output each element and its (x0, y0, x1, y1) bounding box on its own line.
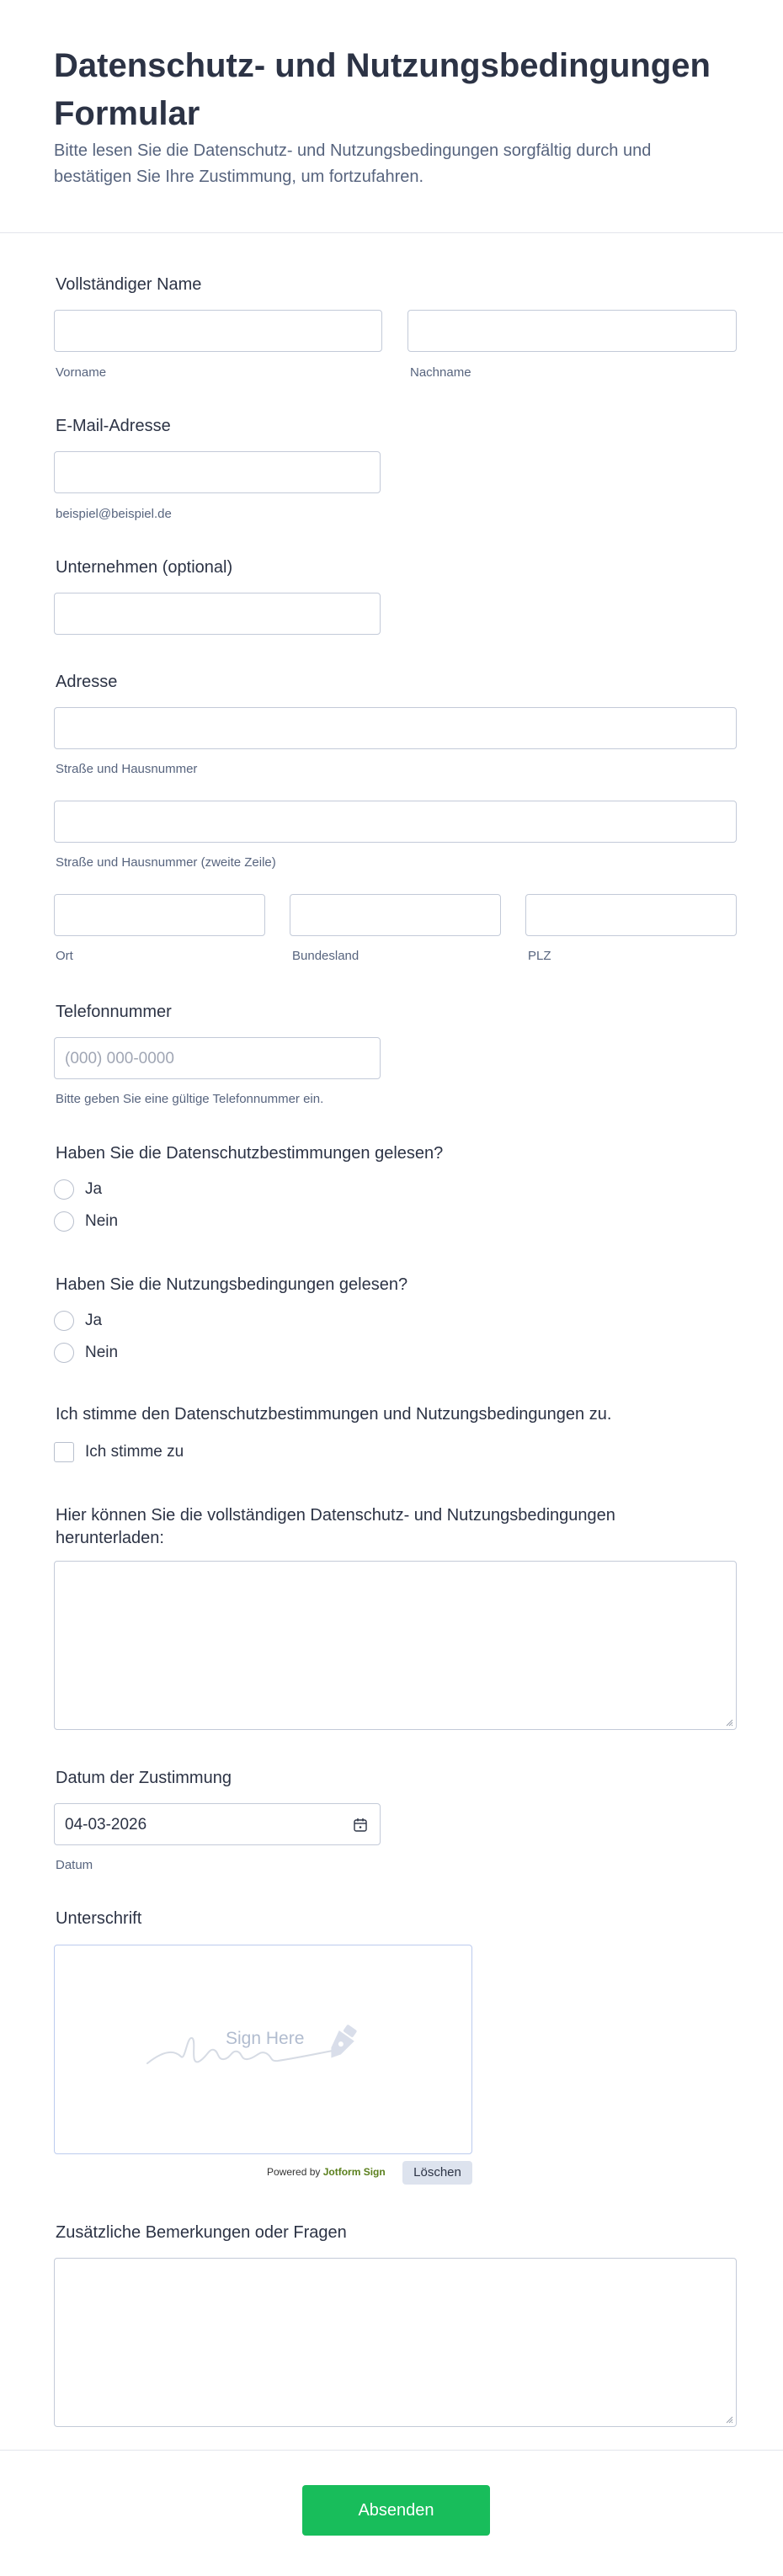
zip-sublabel: PLZ (528, 949, 551, 963)
phone-placeholder: (000) 000-0000 (65, 1050, 174, 1067)
powered-by (267, 2166, 386, 2178)
address-label: Adresse (56, 673, 118, 691)
submit-button[interactable]: Absenden (302, 2485, 490, 2536)
date-input[interactable] (54, 1803, 381, 1845)
email-hint: beispiel@beispiel.de (56, 507, 172, 521)
company-input[interactable] (54, 593, 381, 635)
date-hint: Datum (56, 1858, 93, 1872)
street-line1-sublabel: Straße und Hausnummer (56, 762, 198, 776)
consent-checkbox-label[interactable]: Ich stimme zu (85, 1443, 184, 1461)
form-title: Datenschutz- und Nutzungsbedingungen Formular (54, 47, 711, 132)
terms-question-label: Haben Sie die Nutzungsbedingungen gelesen? (56, 1275, 408, 1294)
terms-no-label[interactable]: Nein (85, 1344, 119, 1361)
street-line2-input[interactable] (54, 801, 737, 843)
signature-label: Unterschrift (56, 1909, 142, 1928)
first-name-input[interactable] (54, 310, 382, 352)
remarks-label: Zusätzliche Bemerkungen oder Fragen (56, 2223, 347, 2242)
privacy-yes-label[interactable]: Ja (85, 1180, 103, 1198)
sign-here-placeholder: Sign Here (226, 2029, 305, 2048)
date-value: 04-03-2026 (65, 1816, 147, 1834)
terms-yes-radio[interactable] (54, 1311, 74, 1331)
last-name-sublabel: Nachname (410, 365, 471, 380)
download-textarea[interactable] (54, 1561, 737, 1730)
last-name-input[interactable] (407, 310, 737, 352)
phone-input[interactable] (54, 1037, 381, 1079)
email-input[interactable] (54, 451, 381, 493)
phone-hint: Bitte geben Sie eine gültige Telefonnummer ein. (56, 1092, 324, 1106)
first-name-sublabel: Vorname (56, 365, 107, 380)
download-label: Hier können Sie die vollständigen Datenschutz- und Nutzungsbedingungen herunterladen: (56, 1506, 615, 1547)
privacy-yes-radio[interactable] (54, 1179, 74, 1200)
resize-grip-icon[interactable] (726, 2416, 733, 2424)
phone-label: Telefonnummer (56, 1003, 172, 1021)
signature-scribble-icon (143, 2013, 387, 2072)
clear-signature-button[interactable]: Löschen (402, 2161, 472, 2185)
powered-by-text: Powered by (267, 2166, 321, 2178)
city-input[interactable] (54, 894, 265, 936)
street-line1-input[interactable] (54, 707, 737, 749)
state-input[interactable] (290, 894, 501, 936)
email-label: E-Mail-Adresse (56, 417, 171, 435)
form-subtitle: Bitte lesen Sie die Datenschutz- und Nutzungsbedingungen sorgfältig durch und bestätigen Sie Ihre Zustimmung, um fortzufahren. (54, 141, 652, 186)
terms-yes-label[interactable]: Ja (85, 1312, 103, 1329)
privacy-no-label[interactable]: Nein (85, 1212, 119, 1230)
jotform-sign-brand[interactable]: Jotform Sign (322, 2166, 386, 2178)
state-sublabel: Bundesland (292, 949, 360, 963)
terms-no-radio[interactable] (54, 1343, 74, 1363)
consent-label: Ich stimme den Datenschutzbestimmungen und Nutzungsbedingungen zu. (56, 1405, 612, 1424)
street-line2-sublabel: Straße und Hausnummer (zweite Zeile) (56, 855, 276, 870)
resize-grip-icon[interactable] (726, 1719, 733, 1727)
city-sublabel: Ort (56, 949, 73, 963)
remarks-textarea[interactable] (54, 2258, 737, 2427)
zip-input[interactable] (525, 894, 737, 936)
privacy-no-radio[interactable] (54, 1211, 74, 1232)
privacy-question-label: Haben Sie die Datenschutzbestimmungen gelesen? (56, 1144, 444, 1163)
full-name-label: Vollständiger Name (56, 275, 202, 294)
form-header (0, 0, 783, 233)
footer-divider (0, 2450, 783, 2451)
signature-pad[interactable] (54, 1945, 472, 2154)
consent-checkbox[interactable] (54, 1442, 74, 1462)
date-label: Datum der Zustimmung (56, 1769, 232, 1787)
calendar-icon[interactable] (353, 1818, 368, 1833)
company-label: Unternehmen (optional) (56, 558, 233, 577)
